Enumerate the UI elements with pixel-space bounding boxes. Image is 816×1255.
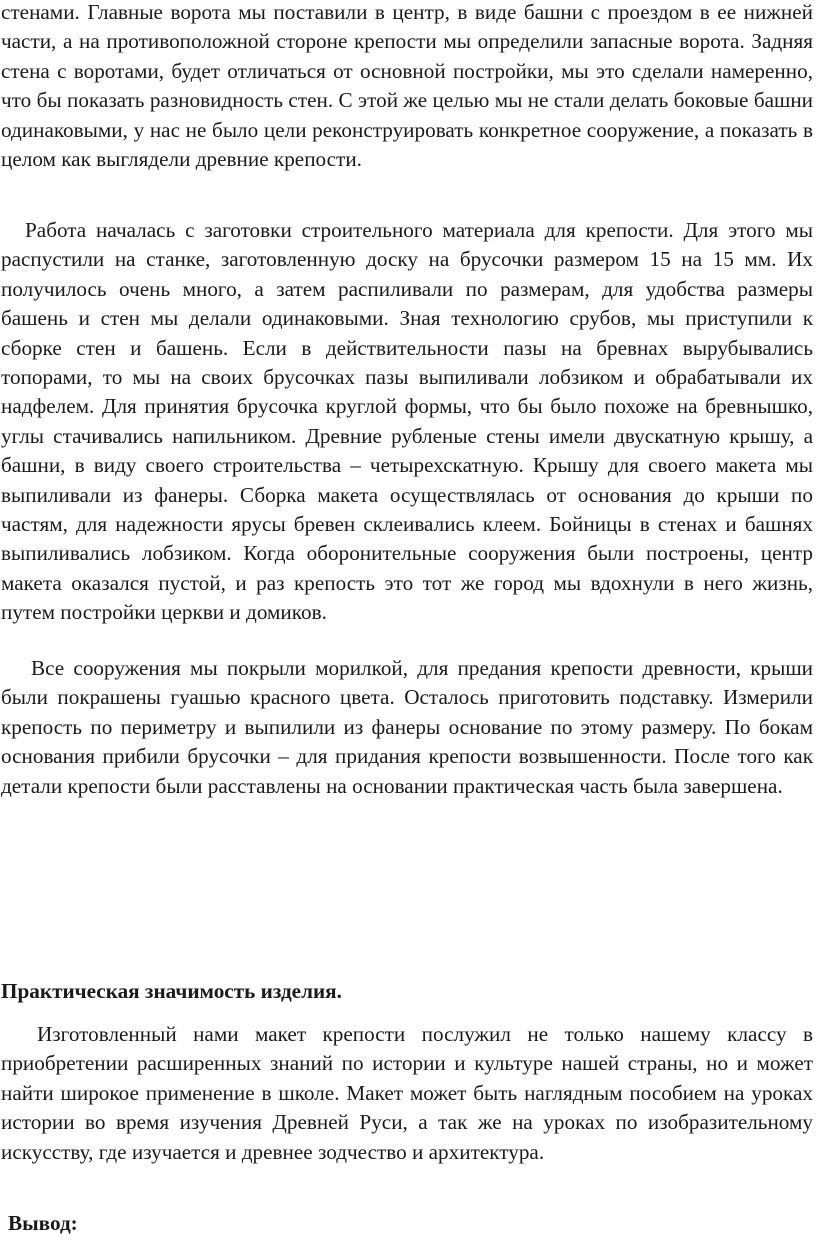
- paragraph-walls-gates: стенами. Главные ворота мы поставили в центр, в виде башни с проездом в ее нижней части, а на противоположной стороне крепости мы определили запасные ворота. Задняя стена с воротами, будет отличаться от основной постройки, мы это сделали намеренно, что бы показать разновидность стен. С этой же целью мы не стали делать боковые башни одинаковыми, у нас не было цели реконструировать конкретное сооружение, а показать в целом как выглядели древние крепости.: [1, 0, 813, 172]
- heading-practical-significance: Практическая значимость изделия.: [1, 979, 342, 1003]
- paragraph-work-process: Работа началась с заготовки строительного материала для крепости. Для этого мы распустили на станке, заготовленную доску на брусочки размером 15 на 15 мм. Их получилось очень много, а затем распиливали по размерам, для удобства размеры башень и стен мы делали одинаковыми. Зная технологию срубов, мы приступили к сборке стен и башень. Если в действительности пазы на бревнах вырубывались топорами, то мы на своих брусочках пазы выпиливали лобзиком и обрабатывали их надфелем. Для принятия брусочка круглой формы, что бы было похоже на бревнышко, углы стачивались напильником. Древние рубленые стены имели двускатную крышу, а башни, в виду своего строительства – четырехскатную. Крышу для своего макета мы выпиливали из фанеры. Сборка макета осуществлялась от основания до крыши по частям, для надежности ярусы бревен склеивались клеем. Бойницы в стенах и башнях выпиливались лобзиком. Когда оборонительные сооружения были построены, центр макета оказался пустой, и раз крепость это тот же город мы вдохнули в него жизнь, путем постройки церкви и домиков.: [1, 218, 813, 625]
- paragraph-finishing: Все сооружения мы покрыли морилкой, для предания крепости древности, крыши были покрашены гуашью красного цвета. Осталось приготовить подставку. Измерили крепость по периметру и выпилили из фанеры основание по этому размеру. По бокам основания прибили брусочки – для придания крепости возвышенности. После того как детали крепости были расставлены на основании практическая часть была завершена.: [1, 656, 813, 798]
- paragraph-significance: Изготовленный нами макет крепости послужил не только нашему классу в приобретении расширенных знаний по истории и культуре нашей страны, но и может найти широкое применение в школе. Макет может быть наглядным пособием на уроках истории во время изучения Древней Руси, а так же на уроках по изобразительному искусству, где изучается и древнее зодчество и архитектура.: [1, 1022, 813, 1164]
- heading-conclusion: Вывод:: [8, 1211, 78, 1235]
